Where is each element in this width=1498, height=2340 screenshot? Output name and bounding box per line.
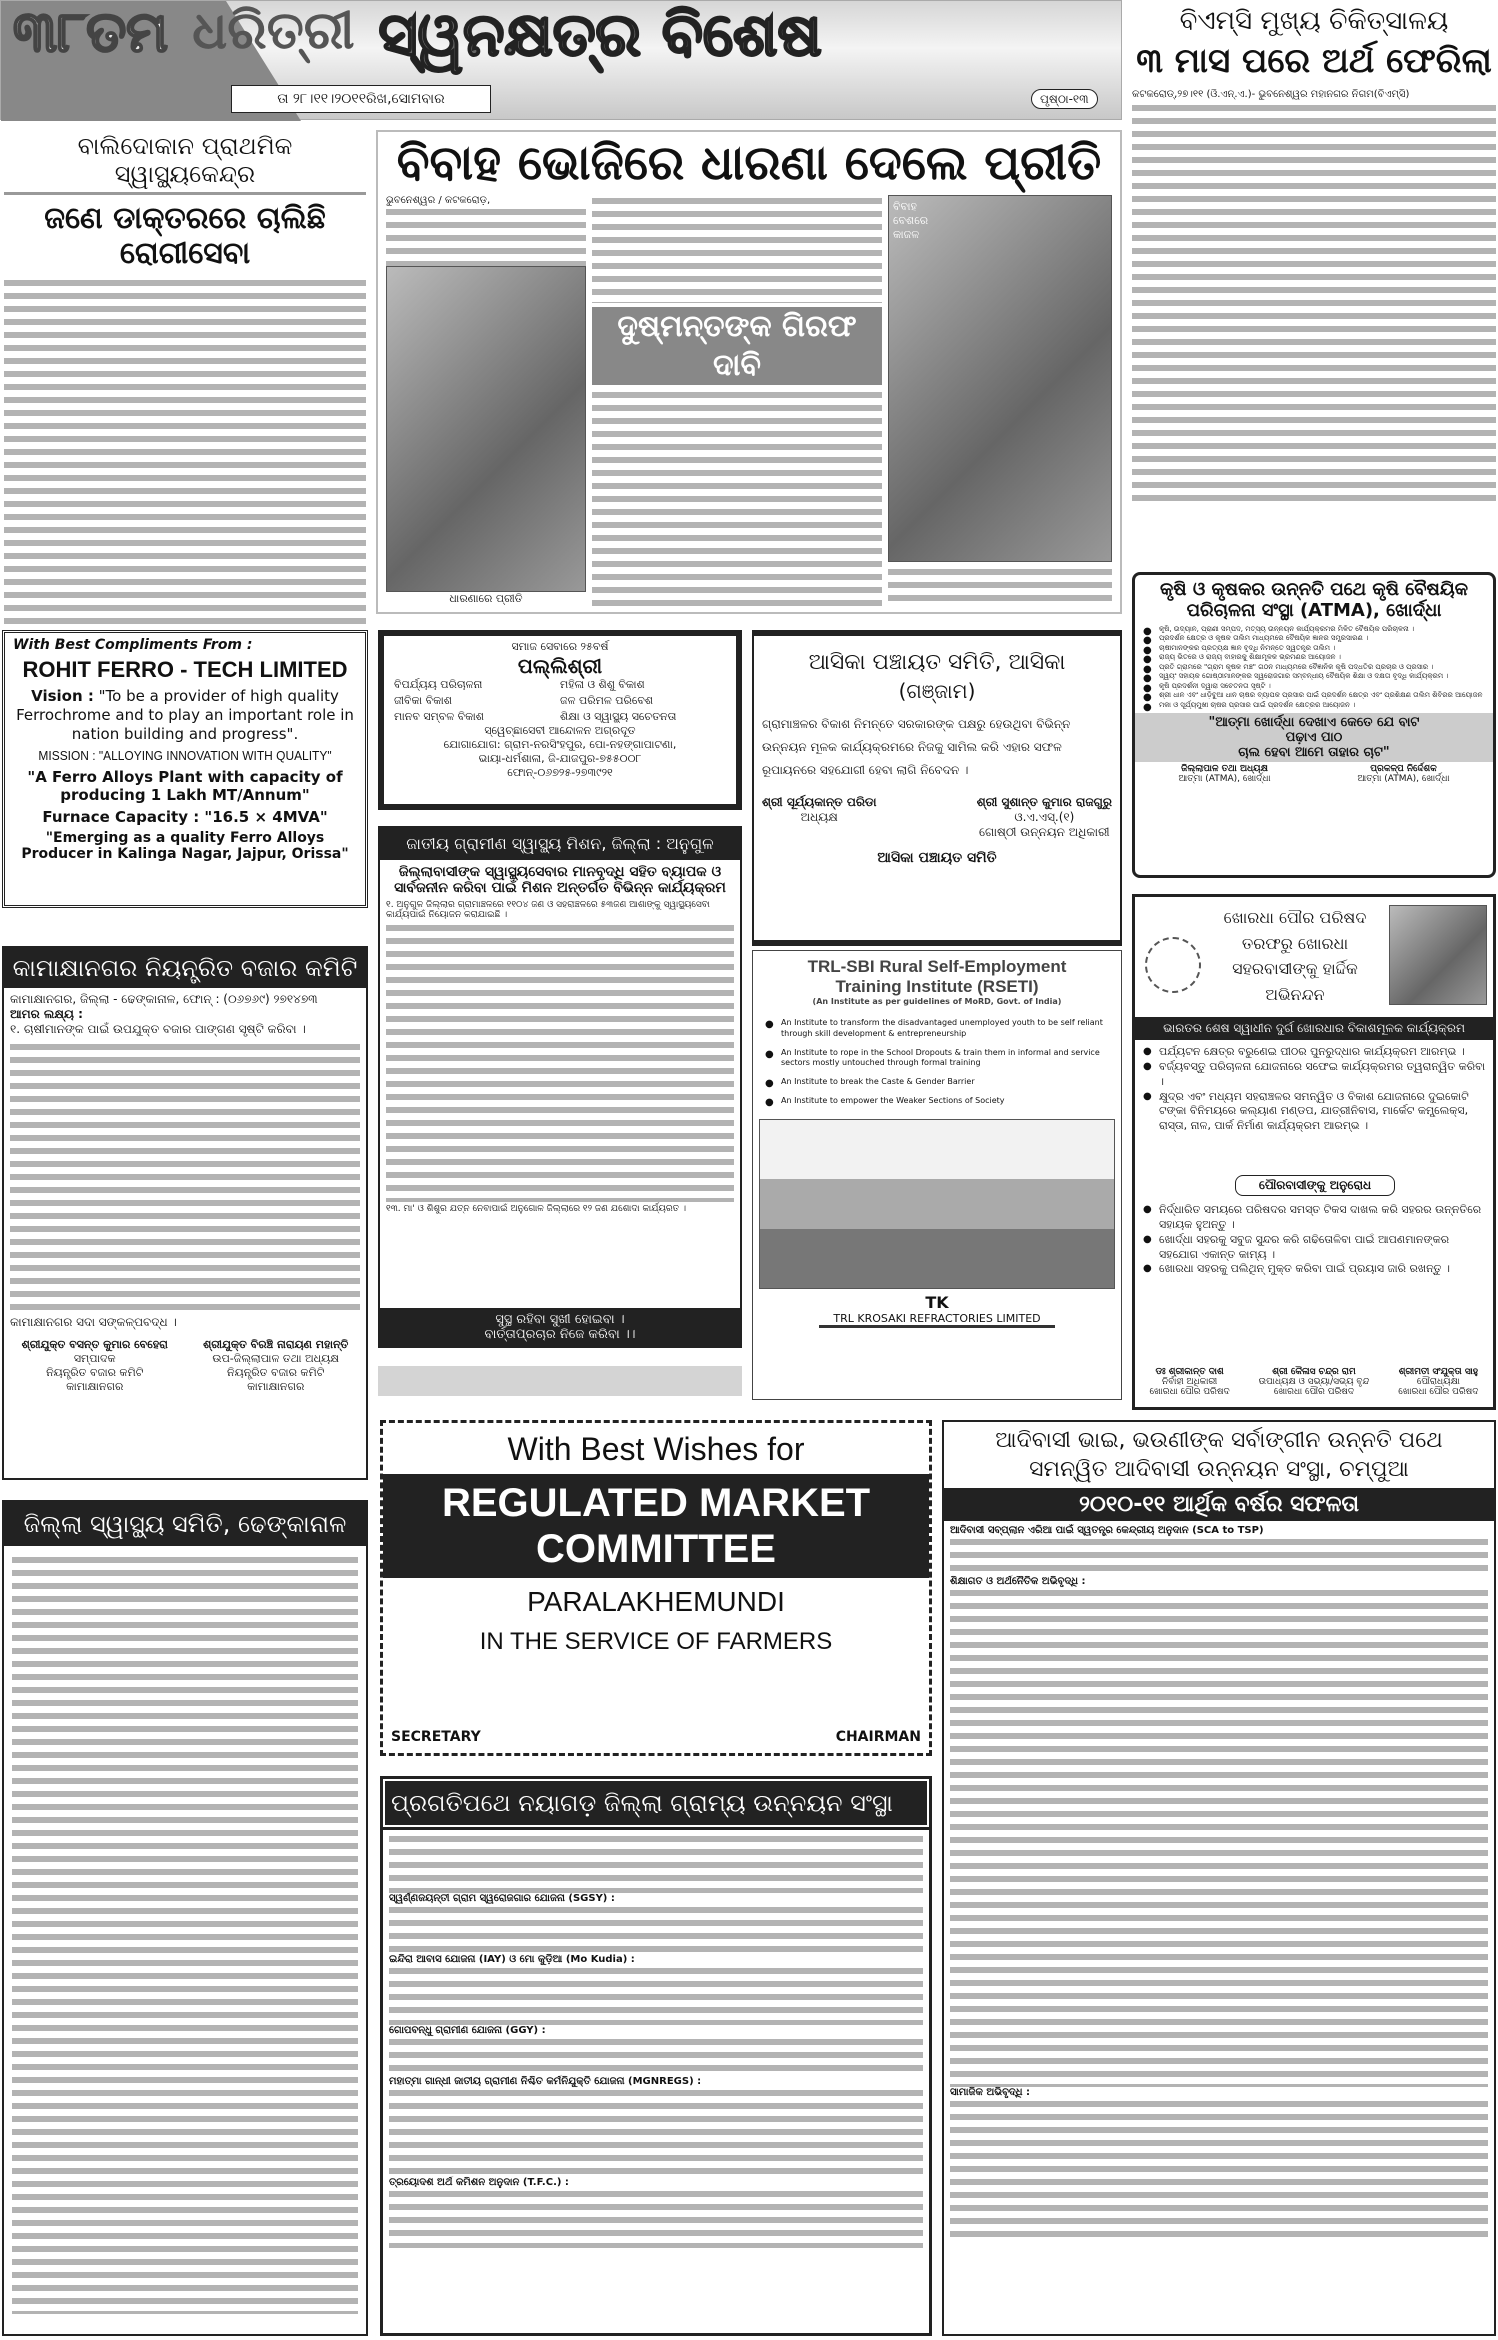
institute-photo	[759, 1119, 1115, 1289]
ad-point: ● କ୍ଷୁଦ୍ର ଏବଂ ମଧ୍ୟମ ସହରାଞ୍ଚଳର ସମନ୍ୱିତ ଓ ବିକାଶ ଯୋଜନାରେ ଦୁଇକୋଟି ଟଙ୍କା ବିନିମୟରେ କଲ୍ୟାଣ ମଣ୍ଡପ, ଯାତ୍ରୀନିବାସ, ମାର୍କେଟ କମ୍ପ୍ଲେକ୍ସ, ରାସ୍ତା, ନାଳ, ପାର୍କ ନିର୍ମାଣ କାର୍ଯ୍ୟକ୍ରମ ଆରମ୍ଭ ।	[1141, 1090, 1487, 1135]
ad-contact: ଯୋଗାଯୋଗ: ଗ୍ରାମ-ନରସିଂହପୁର, ପୋ-ନହଙ୍ଗାପାଟଣା,	[443, 738, 677, 751]
story-subhead: ଦୁଷ୍ମନ୍ତଙ୍କ ଗିରଫ ଦାବି	[592, 307, 882, 385]
slogan-line: ସୁସ୍ଥ ରହିବା ସୁଖୀ ହୋଇବା ।	[495, 1312, 625, 1327]
atma-ad	[1132, 572, 1496, 878]
ad-point: ● ପ୍ରତି ଗ୍ରାମରେ "ଗ୍ରାମ କୃଷକ ମଞ୍ଚ" ଗଠନ ମାଧ୍ୟମରେ ବୈଜ୍ଞାନିକ କୃଷି ପଦ୍ଧତିର ପ୍ରଚାର ଓ ପ୍ରସାର ।	[1141, 663, 1487, 672]
sig-name: ଶ୍ରୀ ସୂର୍ଯ୍ୟକାନ୍ତ ପରିଡା	[762, 795, 877, 810]
regulated-market-ad	[380, 1420, 932, 1756]
service-item: ଶିକ୍ଷା ଓ ସ୍ୱାସ୍ଥ୍ୟ ସଚେତନତା	[560, 710, 677, 723]
masthead	[0, 0, 1122, 120]
sig-org: ଖୋରଧା ପୌର ପରିଷଦ	[1149, 1387, 1230, 1397]
ad-subtitle: (An Institute as per guidelines of MoRD, Govt. of India)	[812, 997, 1062, 1006]
ad-mission: MISSION : "ALLOYING INNOVATION WITH QUALITY"	[38, 748, 332, 764]
sig-name: ଶ୍ରୀମତୀ ସଂଯୁକ୍ତା ସାହୁ	[1398, 1367, 1479, 1377]
ad-tagline: ସମାଜ ସେବାରେ ୨୫ବର୍ଷ	[511, 640, 609, 653]
sig-role: ନିର୍ବାହୀ ଅଧିକାରୀ	[1162, 1377, 1218, 1387]
org-line: REGULATED MARKET	[441, 1481, 871, 1525]
ad-pioneer: ସ୍ୱେଚ୍ଛାସେବୀ ଆନ୍ଦୋଳନ ଅଗ୍ରଦୂତ	[484, 724, 636, 737]
story-body	[4, 277, 366, 637]
sig-role: ସମ୍ପାଦକ	[73, 1352, 116, 1365]
ad-phone: ଫୋନ୍-୦୬୭୨୫-୨୭୩୯୨୧	[507, 766, 613, 779]
ad-body	[389, 2188, 923, 2248]
story-body	[592, 389, 882, 606]
ad-title: ଜିଲ୍ଲା ସ୍ୱାସ୍ଥ୍ୟ ସମିତି, ଢେଙ୍କାନାଳ	[4, 1502, 366, 1546]
goal-item: ୧. ଚାଷୀମାନଙ୍କ ପାଇଁ ଉପଯୁକ୍ତ ବଜାର ପାଙ୍ଗଣ ସୃଷ୍ଟି କରିବା ।	[10, 1022, 306, 1036]
ad-body	[950, 1536, 1488, 1576]
supplement-title: ସ୍ୱନକ୍ଷତ୍ର ବିଶେଷ	[378, 0, 822, 70]
ad-title: Training Institute (RSETI)	[835, 977, 1039, 996]
ad-vision	[13, 687, 357, 743]
story-columns	[386, 195, 1112, 606]
ad-tagline: IN THE SERVICE OF FARMERS	[479, 1628, 833, 1655]
ad-title: ପ୍ରଗତିପଥେ ନୟାଗଡ଼ ଜିଲ୍ଲା ଗ୍ରାମ୍ୟ ଉନ୍ନୟନ ସଂସ୍ଥା	[383, 1779, 929, 1827]
ad-body	[389, 2087, 923, 2177]
story-kicker: ବିଏମ୍‌ସି ମୁଖ୍ୟ ଚିକିତ୍ସାଳୟ	[1179, 6, 1449, 36]
ad-slogan	[1135, 713, 1493, 762]
khordha-municipality-ad	[1132, 894, 1496, 1410]
ad-wishes: With Best Wishes for	[507, 1431, 805, 1467]
ad-point: ● ମକା ଓ ସୂର୍ଯ୍ୟମୁଖୀ ଚାଷର ପ୍ରସାର ପାଇଁ ପ୍ରଦର୍ଶନ କ୍ଷେତ୍ରର ଆୟୋଜନ ।	[1141, 701, 1487, 710]
ad-point: ● ରାଜ୍ୟ ଭିତରେ ଓ ରାଜ୍ୟ ବାହାରକୁ ଶିକ୍ଷାମୂଳକ ଭ୍ରମଣର ଆୟୋଜନ ।	[1141, 653, 1487, 662]
signature	[762, 795, 877, 840]
ad-point: ● An Institute to break the Caste & Gender Barrier	[763, 1077, 1111, 1088]
section-heading: ଗୋପବନ୍ଧୁ ଗ୍ରାମୀଣ ଯୋଜନା (GGY) :	[389, 2025, 546, 2036]
section-heading: ସ୍ୱର୍ଣ୍ଣଜୟନ୍ତୀ ଗ୍ରାମ ସ୍ୱରୋଜଗାର ଯୋଜନା (SGSY) :	[389, 1893, 615, 1904]
story-lead: ଭୁବନେଶ୍ୱର / କଟକରୋଡ଼,	[386, 195, 491, 207]
sig-name: ଶ୍ରୀଯୁକ୍ତ ବିରଞ୍ଚି ନାରାୟଣ ମହାନ୍ତି	[203, 1338, 349, 1351]
ad-title: ଖୋରଧା ପୌର ପରିଷଦ ତରଫରୁ ଖୋରଧା ସହରବାସୀଙ୍କୁ ହାର୍ଦ୍ଦିକ ଅଭିନନ୍ଦନ	[1223, 908, 1367, 1004]
sig-role: ଓ.ଏ.ଏସ୍‌.(୧)	[1014, 810, 1075, 825]
ad-points	[1141, 1045, 1487, 1134]
signature	[1178, 764, 1270, 784]
ad-point: ● ପ୍ରଦର୍ଶନ କ୍ଷେତ୍ର ଓ କୃଷକ ତାଲିମ ମାଧ୍ୟମରେ ବୈଷୟିକ ଜ୍ଞାନର ସମ୍ପ୍ରସାରଣ ।	[1141, 634, 1487, 643]
signature	[1259, 1367, 1370, 1397]
ad-title: TRL-SBI Rural Self-Employment	[807, 957, 1067, 976]
ad-body	[950, 2098, 1488, 2238]
vision-label: Vision :	[31, 687, 94, 705]
goal-label: ଆମର ଲକ୍ଷ୍ୟ :	[10, 1007, 83, 1021]
ad-title: କୃଷି ଓ କୃଷକର ଉନ୍ନତି ପଥେ କୃଷି ବୈଷୟିକ ପରିଚାଳନା ସଂସ୍ଥା (ATMA), ଖୋର୍ଦ୍ଧା	[1159, 579, 1468, 621]
sig-role: ଉପାଧ୍ୟକ୍ଷ ଓ ସଭ୍ୟା/ସଭ୍ୟ ବୃନ୍ଦ	[1258, 1377, 1370, 1387]
slogan-line: ଚାଲ ହେବା ଆମେ ତାହାର ଚାଟ"	[1238, 744, 1390, 760]
ad-body	[389, 1965, 923, 2025]
section-heading: ଆଦିବାସୀ ସବ୍‌ପ୍ଲାନ ଏରିଆ ପାଇଁ ସ୍ୱତନ୍ତ୍ର କେନ୍ଦ୍ରୀୟ ଅନୁଦାନ (SCA to TSP)	[950, 1525, 1264, 1536]
ad-plant: "A Ferro Alloys Plant with capacity of producing 1 Lakh MT/Annum"	[27, 768, 343, 805]
masthead-title-row	[1, 0, 1123, 77]
story-headline: ୩ ମାସ ପରେ ଅର୍ଥ ଫେରିଲା	[1136, 41, 1492, 81]
itda-champua-ad	[942, 1420, 1496, 2336]
asika-ad	[752, 630, 1122, 946]
ad-title: ସମନ୍ୱିତ ଆଦିବାସୀ ଉନ୍ନୟନ ସଂସ୍ଥା, ଚମ୍ପୁଆ	[1029, 1457, 1409, 1482]
ad-name: ପଲ୍ଲିଶ୍ରୀ	[517, 654, 603, 678]
story-headline: ବିବାହ ଭୋଜିରେ ଧାରଣା ଦେଲେ ପ୍ରୀତି	[396, 135, 1102, 191]
municipality-seal	[1145, 937, 1201, 993]
ad-company: TRL KROSAKI REFRACTORIES LIMITED	[819, 1312, 1055, 1328]
ad-point: ● ସ୍ୱୟଂ ସହାୟକ ଗୋଷ୍ଠୀମାନଙ୍କର ସ୍ୱରୋଜଗାର ସମ୍ବନ୍ଧୀୟ ବୈଷୟିକ ଶିକ୍ଷା ଓ ଦକ୍ଷତା ବୃଦ୍ଧି କାର୍ଯ୍ୟକ୍ରମ ।	[1141, 672, 1487, 681]
ad-point: ● କୃଷି ପ୍ରଦର୍ଶନୀ ଦ୍ୱାରା ସଚେତନତା ସୃଷ୍ଟି ।	[1141, 682, 1487, 691]
ad-title: ଜାତୀୟ ଗ୍ରାମୀଣ ସ୍ୱାସ୍ଥ୍ୟ ମିଶନ, ଜିଲ୍ଲା : ଅନୁଗୁଳ	[380, 828, 740, 860]
kamakhyanagar-ad	[2, 946, 368, 1480]
request-point: ● ନିର୍ଦ୍ଧାରିତ ସମୟରେ ପରିଷଦର ସମସ୍ତ ଟିକସ ଦାଖଲ କରି ସହରର ଉନ୍ନତିରେ ସହାୟକ ହୁଅନ୍ତୁ ।	[1141, 1203, 1487, 1233]
photo-caption: ଧାରଣାରେ ପ୍ରୀତି	[449, 592, 523, 605]
edition-number: ୩୮ତମ	[13, 0, 169, 65]
service-list	[394, 678, 726, 724]
sig-place: କାମାକ୍ଷାନଗର	[66, 1380, 124, 1393]
center-story	[376, 130, 1122, 614]
ad-point: ● An Institute to transform the disadvantaged unemployed youth to be self reliant through skill development & entrepreneurship	[763, 1018, 1111, 1040]
ad-points	[1135, 625, 1493, 710]
sig-role: ଉପ-ଜିଲ୍ଲାପାଳ ତଥା ଅଧ୍ୟକ୍ଷ	[212, 1352, 340, 1365]
nrhm-ad	[378, 826, 742, 1348]
sig-org: ଖୋରଧା ପୌର ପରିଷଦ	[1398, 1387, 1479, 1397]
ad-point: ● An Institute to rope in the School Dropouts & train them in informal and service sectors mostly untouched through formal training	[763, 1048, 1111, 1070]
sig-org: ଆତ୍ମା (ATMA), ଖୋର୍ଦ୍ଧା	[1178, 773, 1271, 784]
service-item: ବିପର୍ଯ୍ୟୟ ପରିଚାଳନା	[394, 678, 483, 691]
sig-name: ଶ୍ରୀ କୈଳାସ ଚନ୍ଦ୍ର ରାମ	[1272, 1367, 1356, 1377]
sig-role: ପ୍ରକଳ୍ପ ନିର୍ଦ୍ଦେଶକ	[1370, 763, 1437, 774]
ad-body: ଗ୍ରାମାଞ୍ଚଳର ବିକାଶ ନିମନ୍ତେ ସରକାରଙ୍କ ପକ୍ଷରୁ ହେଉଥିବା ବିଭିନ୍ନ ଉନ୍ନୟନ ମୂଳକ କାର୍ଯ୍ୟକ୍ରମରେ ନିଜକୁ ସାମିଲ କରି ଏହାର ସଫଳ ରୂପାୟନରେ ସହଯୋଗୀ ହେବା ଲାଗି ନିବେଦନ ।	[762, 717, 1071, 777]
sig-name: ଶ୍ରୀଯୁକ୍ତ ବସନ୍ତ କୁମାର ବେହେରା	[21, 1338, 168, 1351]
ad-contact2: ଭାୟା-ଧର୍ମଶାଳା, ଜି-ଯାଜପୁର-୭୫୫୦୦୮	[478, 752, 642, 765]
ad-body	[10, 1041, 360, 1311]
paper-logo: ଧରିତ୍ରୀ	[192, 1, 355, 61]
ad-point: ● ବର୍ଜ୍ୟବସ୍ତୁ ପରିଚାଳନା ଯୋଜନାରେ ସଫେଇ କାର୍ଯ୍ୟକ୍ରମର ତ୍ୱରାନ୍ୱିତ କରିବା ।	[1141, 1060, 1487, 1090]
sig-role: ଅଧ୍ୟକ୍ଷ	[800, 810, 838, 825]
ad-bar: ଭାରତର ଶେଷ ସ୍ୱାଧୀନ ଦୁର୍ଗ ଖୋରଧାର ବିକାଶମୂଳକ କାର୍ଯ୍ୟକ୍ରମ	[1135, 1017, 1493, 1040]
ad-district: (ଗଞ୍ଜାମ)	[898, 679, 976, 703]
ad-furnace: Furnace Capacity : "16.5 × 4MVA"	[42, 808, 328, 827]
section-heading: ଇନ୍ଦିରା ଆବାସ ଯୋଜନା (IAY) ଓ ମୋ କୁଡ଼ିଆ (Mo Kudia) :	[389, 1954, 635, 1965]
ad-point: ● ଚାଷୀମାନଙ୍କର ପ୍ରତ୍ୟକ୍ଷ ଜ୍ଞାନ ବୃଦ୍ଧି ନିମନ୍ତେ ସ୍ୱତନ୍ତ୍ର ତାଲିମ ।	[1141, 644, 1487, 653]
ad-slogan	[380, 1308, 740, 1346]
service-item: ମହିଳା ଓ ଶିଶୁ ବିକାଶ	[560, 678, 645, 691]
trl-rseti-ad	[752, 950, 1122, 1400]
rohit-ferro-ad	[2, 630, 368, 908]
ad-point: ● କୃଷି, ଉଦ୍ୟାନ, ପ୍ରାଣୀ ସମ୍ପଦ, ମତ୍ସ୍ୟ ଉନ୍ନୟନ କାର୍ଯ୍ୟକ୍ରମର ମିଳିତ ବୈଷୟିକ ପରିଚାଳନା ।	[1141, 625, 1487, 634]
ad-chairman: CHAIRMAN	[835, 1729, 921, 1745]
grey-filler	[378, 1366, 742, 1396]
story-body	[386, 206, 586, 266]
signatures	[4, 1338, 366, 1394]
sig-role: ଜିଲ୍ଲାପାଳ ତଥା ଅଧ୍ୟକ୍ଷ	[1181, 763, 1268, 774]
photo-caption: ବିବାହ ବେଶରେ କାଜଳ	[893, 200, 929, 242]
slogan-line: ବାର୍ତ୍ତାପ୍ରଚାର ନିଜେ କରିବା ।।	[484, 1327, 636, 1342]
signature	[1357, 764, 1449, 784]
protest-photo	[386, 266, 586, 592]
ad-closing: କାମାକ୍ଷାନଗର ସଦା ସଙ୍କଳ୍ପବଦ୍ଧ ।	[10, 1315, 177, 1329]
story-column-left	[386, 195, 586, 606]
story-column-middle	[592, 195, 882, 606]
sig-org: ଖୋରଧା ପୌର ପରିଷଦ	[1273, 1387, 1355, 1397]
sig-org: ନିୟନ୍ତ୍ରିତ ବଜାର କମିଟି	[227, 1366, 325, 1379]
nrhm-item: ୧. ଅନୁଗୁଳ ଜିଲ୍ଲାର ଗ୍ରାମାଞ୍ଚଳରେ ୧୧୦୪ ଜଣ ଓ ସହରାଞ୍ଚଳରେ ୫୩ଜଣ ଆଶାଙ୍କୁ ସ୍ୱାସ୍ଥ୍ୟସେବା କାର୍ଯ୍ୟପାଇଁ ନିୟୋଜନ କରାଯାଇଛି ।	[386, 900, 710, 920]
ad-address: କାମାକ୍ଷାନଗର, ଜିଲ୍ଲା - ଢେଙ୍କାନାଳ, ଫୋନ୍ : (୦୬୭୬୯) ୨୭୧୪୭୩	[10, 992, 318, 1006]
story-column-right	[888, 195, 1112, 606]
section-heading: ଶିକ୍ଷାଗତ ଓ ଅର୍ଥନୈତିକ ଅଭିବୃଦ୍ଧି :	[950, 1576, 1086, 1587]
story-body	[592, 195, 882, 303]
signature	[1398, 1367, 1478, 1397]
signatures	[762, 795, 1112, 840]
right-story	[1132, 6, 1496, 566]
section-heading: ସାମାଜିକ ଅଭିବୃଦ୍ଧି :	[950, 2087, 1031, 2098]
ad-point: ● An Institute to empower the Weaker Sections of Society	[763, 1096, 1111, 1107]
nayagarh-drda-ad	[380, 1776, 932, 2336]
sig-place: କାମାକ୍ଷାନଗର	[247, 1380, 305, 1393]
ad-body	[12, 1554, 358, 2314]
chairperson-photo	[1389, 905, 1487, 1005]
bride-photo	[888, 195, 1112, 562]
pallishri-ad	[378, 630, 742, 810]
ad-subtitle: ଜିଲ୍ଲାବାସୀଙ୍କ ସ୍ୱାସ୍ଥ୍ୟସେବାର ମାନବୃଦ୍ଧି ସହିତ ବ୍ୟାପକ ଓ ସାର୍ବଜନୀନ କରିବା ପାଇଁ ମିଶନ ଅନ୍ତର୍ଗତ ବିଭିନ୍ନ କାର୍ଯ୍ୟକ୍ରମ	[394, 864, 726, 896]
service-item: ଜଳ ପରିମଳ ପରିବେଶ	[560, 694, 654, 707]
signature	[1149, 1367, 1229, 1397]
ad-secretary: SECRETARY	[391, 1729, 481, 1745]
ad-body	[389, 1904, 923, 1954]
request-heading: ପୌରବାସୀଙ୍କୁ ଅନୁରୋଧ	[1235, 1175, 1395, 1196]
story-body	[1132, 102, 1496, 502]
ad-point: ● ପର୍ଯ୍ୟଟନ କ୍ଷେତ୍ର ବରୁଣେଇ ପୀଠର ପୁନରୁଦ୍ଧାର କାର୍ଯ୍ୟକ୍ରମ ଆରମ୍ଭ ।	[1141, 1045, 1487, 1060]
request-points	[1141, 1203, 1487, 1277]
ad-body	[950, 1587, 1488, 2087]
ad-org	[383, 1474, 929, 1578]
sig-org: ଗୋଷ୍ଠୀ ଉନ୍ନୟନ ଅଧିକାରୀ	[979, 825, 1110, 840]
request-point: ● ଖୋରଧା ସହରକୁ ପଲିଥିନ୍ ମୁକ୍ତ କରିବା ପାଇଁ ପ୍ରୟାସ ଜାରି ରଖନ୍ତୁ ।	[1141, 1262, 1487, 1277]
sig-role: ପୌରାଧ୍ୟକ୍ଷା	[1416, 1377, 1460, 1387]
ad-body	[389, 2036, 923, 2076]
ad-emerging: "Emerging as a quality Ferro Alloys Producer in Kalinga Nagar, Jajpur, Orissa"	[21, 830, 349, 863]
page-number: ପୃଷ୍ଠା-୧୩	[1031, 89, 1098, 109]
ad-title: କାମାକ୍ଷାନଗର ନିୟନ୍ତ୍ରିତ ବଜାର କମିଟି	[4, 948, 366, 988]
vision-text: "To be a provider of high quality Ferrochrome and to play an important role in nation building and progress".	[16, 687, 354, 743]
story-body	[888, 566, 1112, 606]
story-headline: ଜଣେ ଡାକ୍ତରରେ ଚାଲିଛି ରୋଗୀସେବା	[44, 201, 326, 271]
ad-point: ● ଶ୍ରୀ ଧାନ ଏବଂ ଧାଡ଼ିବୁଆ ଧାନ ଚାଷର ବ୍ୟାପକ ପ୍ରସାର ପାଇଁ ପ୍ରଦର୍ଶନ କ୍ଷେତ୍ର ଏବଂ ପ୍ରଶିକ୍ଷଣ ତାଲିମ ଶିବିରର ଆୟୋଜନ	[1141, 691, 1487, 700]
slogan-line: ପଢ଼ାଏ ପାଠ	[1285, 729, 1343, 745]
ad-footer: ଆସିକା ପଞ୍ଚାୟତ ସମିତି	[877, 850, 997, 867]
nrhm-item: ୧୩. ମା' ଓ ଶିଶୁର ଯତ୍ନ ନେବାପାଇଁ ଅନୁଗୋଳ ଜିଲ୍ଲାରେ ୧୨ ଜଣ ଯଶୋଦା କାର୍ଯ୍ୟରତ ।	[386, 1204, 686, 1214]
story-kicker: ବାଲିଦୋକାନ ପ୍ରାଥମିକ ସ୍ୱାସ୍ଥ୍ୟକେନ୍ଦ୍ର	[4, 132, 366, 195]
section-heading: ମହାତ୍ମା ଗାନ୍ଧୀ ଜାତୀୟ ଗ୍ରାମୀଣ ନିଶ୍ଚିତ କର୍ମନିଯୁକ୍ତି ଯୋଜନା (MGNREGS) :	[389, 2076, 702, 2087]
request-point: ● ଖୋର୍ଦ୍ଧା ସହରକୁ ସବୁଜ ସୁନ୍ଦର କରି ଗଢିତୋଳିବା ପାଇଁ ଆପଣମାନଙ୍କର ସହଯୋଗ ଏକାନ୍ତ କାମ୍ୟ ।	[1141, 1233, 1487, 1263]
signatures	[1135, 764, 1493, 784]
ad-title: ଆଦିବାସୀ ଭାଇ, ଭଉଣୀଙ୍କ ସର୍ବାଙ୍ଗୀନ ଉନ୍ନତି ପଥେ	[995, 1428, 1443, 1453]
signature	[22, 1338, 168, 1394]
sig-org: ଆତ୍ମା (ATMA), ଖୋର୍ଦ୍ଧା	[1357, 773, 1450, 784]
ad-company: ROHIT FERRO - TECH LIMITED	[22, 657, 348, 682]
dhenkanal-health-ad	[2, 1500, 368, 2336]
ad-compliments: With Best Compliments From :	[13, 637, 253, 653]
sig-org: ନିୟନ୍ତ୍ରିତ ବଜାର କମିଟି	[46, 1366, 144, 1379]
sig-name: ଡଃ ଶ୍ରୀକାନ୍ତ ଦାଶ	[1155, 1367, 1224, 1377]
signature	[977, 795, 1112, 840]
service-item: ମାନବ ସମ୍ବଳ ବିକାଶ	[394, 710, 484, 723]
ad-points	[763, 1018, 1111, 1107]
issue-date: ତା ୨୮।୧୧।୨୦୧୧ରିଖ,ସୋମବାର	[231, 85, 491, 113]
left-story	[4, 132, 366, 620]
ad-title: ଆସିକା ପଞ୍ଚାୟତ ସମିତି, ଆସିକା	[808, 650, 1066, 675]
trl-logo: TK	[925, 1292, 949, 1312]
ad-place: PARALAKHEMUNDI	[527, 1586, 785, 1617]
ad-body	[389, 1833, 923, 1893]
signatures	[1135, 1367, 1493, 1397]
slogan-line: "ଆତ୍ମା ଖୋର୍ଦ୍ଧା ଦେଖାଏ କେତେ ଯେ ବାଟ	[1208, 714, 1420, 730]
ad-bar: ୨୦୧୦-୧୧ ଆର୍ଥିକ ବର୍ଷର ସଫଳତା	[944, 1488, 1494, 1521]
org-line: COMMITTEE	[536, 1527, 776, 1571]
sig-name: ଶ୍ରୀ ସୁଶାନ୍ତ କୁମାର ରାଜଗୁରୁ	[976, 795, 1112, 810]
ad-body	[386, 922, 734, 1202]
signature	[203, 1338, 348, 1394]
section-heading: ତ୍ରୟୋଦଶ ଅର୍ଥ କମିଶନ ଅନୁଦାନ (T.F.C.) :	[389, 2177, 569, 2188]
story-lead: କଟକରୋଡ୍‌,୨୭।୧୧ (ଓି.ଏନ୍‌.ଏ.)- ଭୁବନେଶ୍ୱର ମହାନଗର ନିଗମ(ବିଏମ୍‌ସି)	[1132, 89, 1410, 100]
service-item: ଜୀବିକା ବିକାଶ	[394, 694, 452, 707]
